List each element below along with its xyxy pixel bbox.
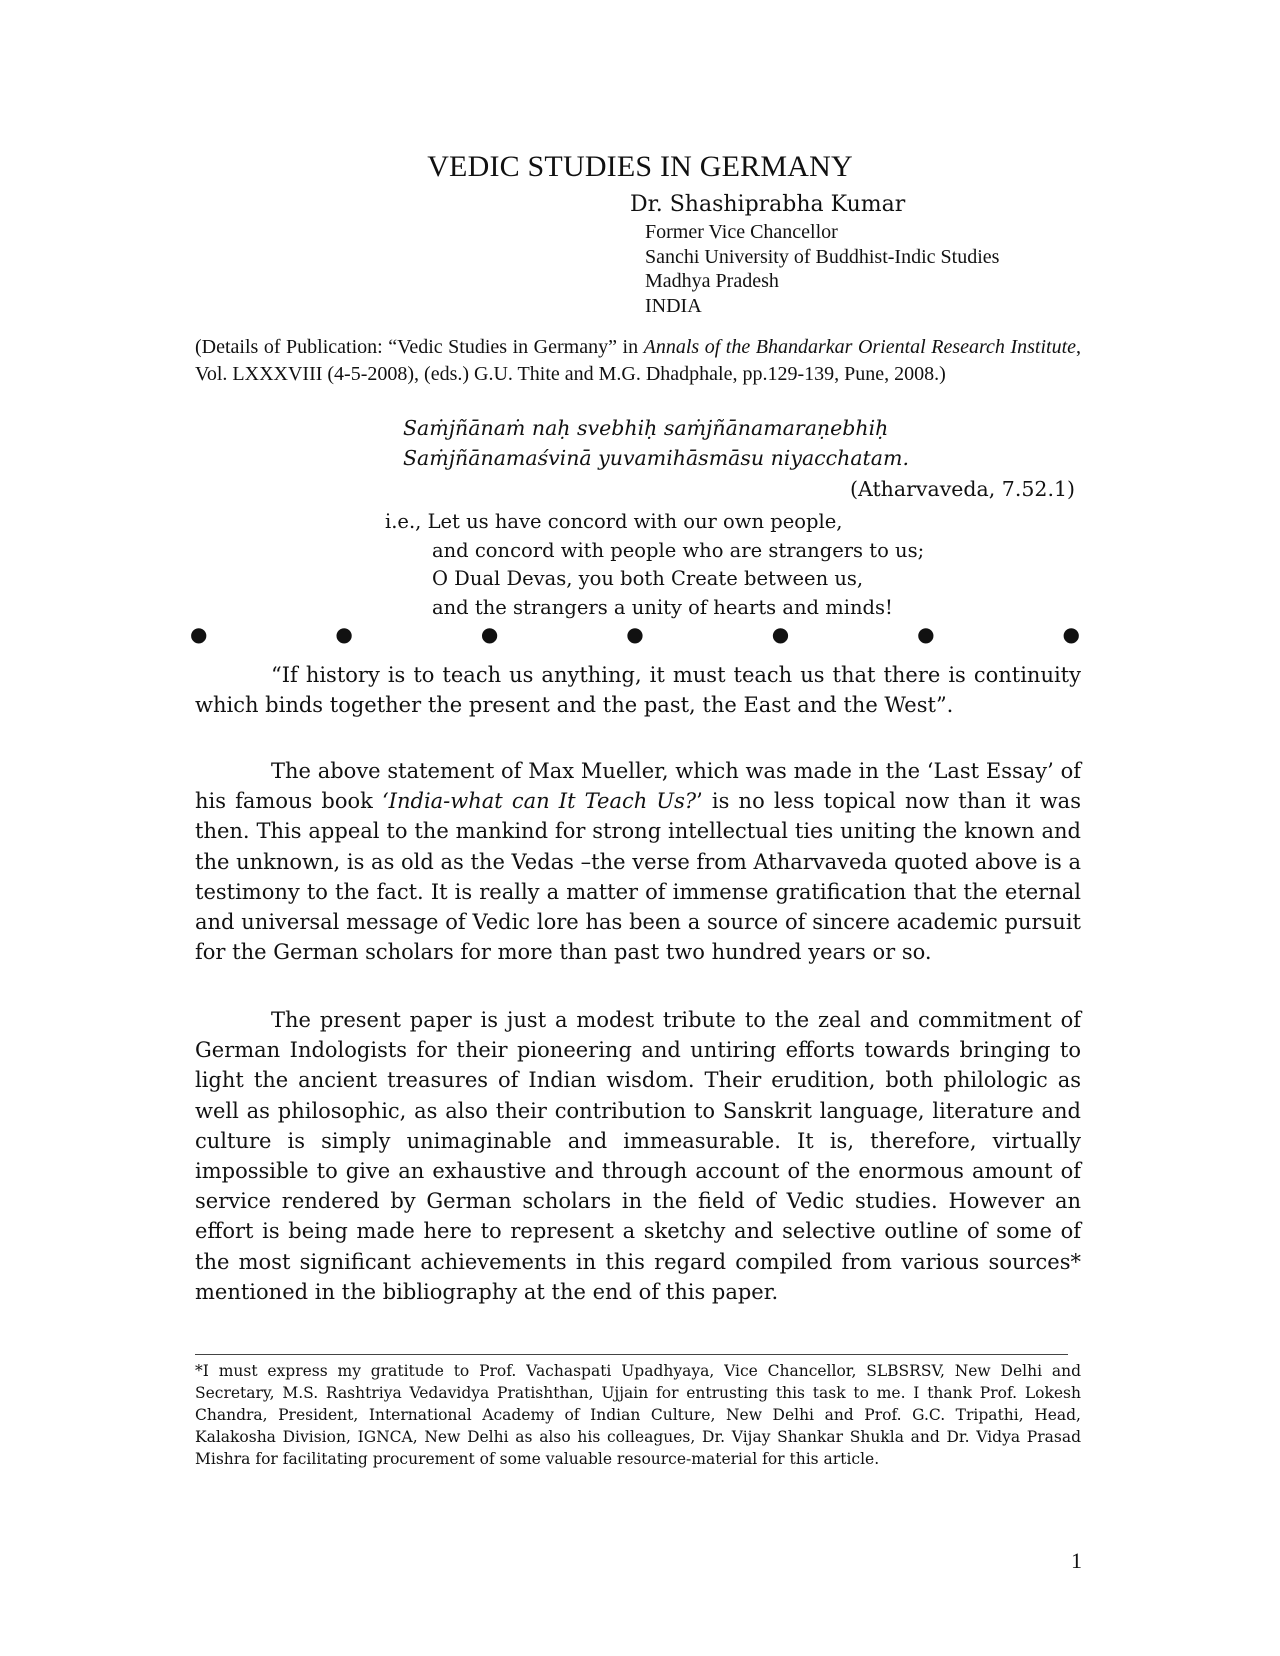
sanskrit-verse [403,413,909,473]
affiliation-line: Former Vice Chancellor [645,221,838,243]
bullet-dot: ● [917,622,935,646]
paragraph-text: The present paper is just a modest tribute to the zeal and commitment of German Indologists for their pioneering and untiring efforts towards bringing to light the ancient treasures of Indian wisdom. Their erudition, both philologic as well as philosophic, as also their contribution to Sanskrit language, literature and culture is simply unimaginable and immeasurable. It is, therefore, virtually impossible to give an exhaustive and through account of the enormous amount of service rendered by German scholars in the field of Vedic studies. However an effort is being made here to represent a sketchy and selective outline of some of the most significant achievements in this regard compiled from various sources* mentioned in the bibliography at the end of this paper. [195,1008,1081,1304]
translation-line: and the strangers a unity of hearts and minds! [432,595,893,619]
footnote-divider [195,1354,1068,1355]
paragraph-text: “If history is to teach us anything, it must teach us that there is continuity which binds together the present and the past, the East and the West”. [195,663,1081,718]
bullet-dot: ● [190,622,208,646]
bullet-dot: ● [626,622,644,646]
paragraph-intro [195,756,1081,967]
paper-title: VEDIC STUDIES IN GERMANY [427,150,853,183]
footnote: *I must express my gratitude to Prof. Vachaspati Upadhyaya, Vice Chancellor, SLBSRSV, New Delhi and Secretary, M.S. Rashtriya Vedavidya Pratishthan, Ujjain for entrusting this task to me. I thank Prof. Lokesh Chandra, President, International Academy of Indian Culture, New Delhi and Prof. G.C. Tripathi, Head, Kalakosha Division, IGNCA, New Delhi as also his colleagues, Dr. Vijay Shankar Shukla and Dr. Vidya Prasad Mishra for facilitating procurement of some valuable resource-material for this article. [195,1362,1081,1468]
book-title: ‘India-what can It Teach Us? [382,789,697,814]
publication-prefix: (Details of Publication: “Vedic Studies in Germany” in [195,336,644,358]
translation-line: i.e., Let us have concord with our own people, [385,510,843,533]
affiliation-line: INDIA [645,294,702,317]
bullet-separator [190,624,1080,644]
paragraph-text: ’ is no less topical now than it was then. This appeal to the mankind for strong intellectual ties uniting the known and the unknown, is as old as the Vedas –the verse from Atharvaveda quoted above is a testimony to the fact. It is really a matter of immense gratification that the eternal and universal message of Vedic lore has been a source of sincere academic pursuit for the German scholars for more than past two hundred years or so. [195,789,1081,965]
affiliation-line: Sanchi University of Buddhist-Indic Studies [645,245,1000,268]
journal-name: Annals of the Bhandarkar Oriental Research Institute [643,336,1076,358]
paragraph-text: The above statement of Max Mueller, which was made in the ‘Last Essay’ of his famous book [195,759,1081,814]
page-number: 1 [1071,1548,1082,1573]
verse-citation: (Atharvaveda, 7.52.1) [850,477,1075,501]
author-affiliation [645,220,999,318]
paragraph-purpose [195,1005,1081,1307]
bullet-dot: ● [480,622,499,646]
publication-details [195,334,1081,388]
publication-suffix: , Vol. LXXXVIII (4-5-2008), (eds.) G.U. Thite and M.G. Dhadphale, pp.129-139, Pune, 2008.) [195,336,1081,385]
translation-line: and concord with people who are strangers to us; [432,538,925,562]
verse-translation [385,508,924,622]
affiliation-line: Madhya Pradesh [645,270,779,292]
bullet-dot: ● [771,622,790,646]
translation-line: O Dual Devas, you both Create between us, [432,567,864,590]
verse-line: Saṁjñānaṁ naḥ svebhiḥ saṁjñānamaraṇebhiḥ [403,416,889,440]
verse-line: Saṁjñānamaśvinā yuvamihāsmāsu niyacchatam. [403,446,909,470]
bullet-dot: ● [1062,622,1080,646]
paragraph-quote [195,660,1081,720]
author-name: Dr. Shashiprabha Kumar [630,192,906,217]
bullet-dot: ● [335,622,353,646]
